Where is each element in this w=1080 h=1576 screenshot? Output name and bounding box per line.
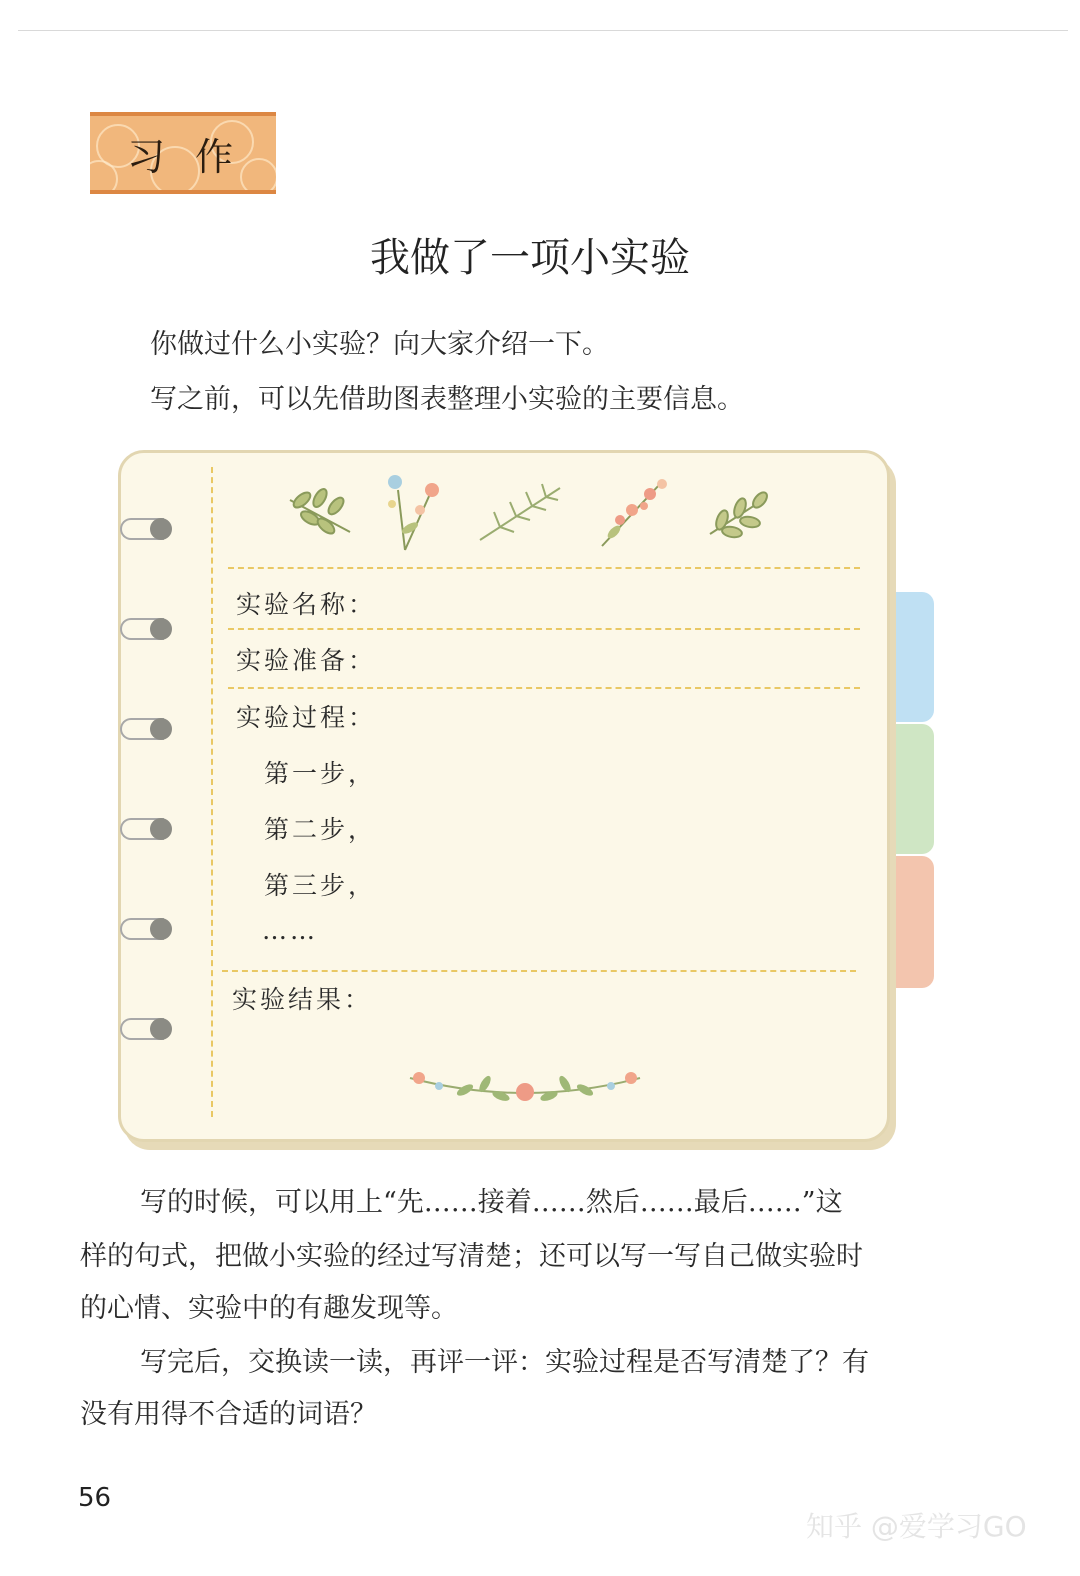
botanical-decoration-icon: [280, 470, 880, 560]
page-title: 我做了一项小实验: [370, 235, 690, 281]
top-rule: [18, 30, 1068, 31]
step-ellipsis: ……: [262, 916, 318, 945]
body-paragraph-1-line-2: 样的句式，把做小实验的经过写清楚；还可以写一写自己做实验时: [80, 1241, 863, 1272]
intro-line-2: 写之前，可以先借助图表整理小实验的主要信息。: [150, 384, 744, 415]
form-divider: [228, 628, 860, 630]
experiment-result-label: 实验结果：: [232, 985, 373, 1014]
section-label: 习作: [126, 134, 263, 179]
notebook-tab-pink: [884, 856, 934, 988]
experiment-name-label: 实验名称：: [236, 590, 377, 619]
page-number: 56: [78, 1483, 112, 1513]
notebook-tab-blue: [884, 592, 934, 722]
notebook-tab-green: [884, 724, 934, 854]
body-paragraph-2-line-1: 写完后，交换读一读，再评一评：实验过程是否写清楚了？有: [140, 1347, 869, 1378]
step-3-label: 第三步，: [264, 871, 377, 900]
spiral-ring: [120, 514, 180, 544]
body-paragraph-1-line-3: 的心情、实验中的有趣发现等。: [80, 1293, 458, 1324]
form-divider: [228, 687, 860, 689]
experiment-process-label: 实验过程：: [236, 703, 377, 732]
step-2-label: 第二步，: [264, 815, 377, 844]
spiral-ring: [120, 614, 180, 644]
margin-line: [211, 467, 213, 1117]
step-1-label: 第一步，: [264, 759, 377, 788]
form-divider: [228, 567, 860, 569]
intro-line-1: 你做过什么小实验？向大家介绍一下。: [150, 329, 609, 360]
spiral-ring: [120, 1014, 180, 1044]
section-badge: [90, 112, 276, 194]
spiral-ring: [120, 714, 180, 744]
body-paragraph-1-line-1: 写的时候，可以用上“先……接着……然后……最后……”这: [140, 1187, 843, 1218]
experiment-prep-label: 实验准备：: [236, 646, 377, 675]
body-paragraph-2-line-2: 没有用得不合适的词语？: [80, 1399, 377, 1430]
floral-garland-icon: [405, 1062, 645, 1112]
form-divider: [222, 970, 856, 972]
watermark: 知乎 @爱学习GO: [806, 1510, 1027, 1543]
spiral-ring: [120, 914, 180, 944]
spiral-ring: [120, 814, 180, 844]
